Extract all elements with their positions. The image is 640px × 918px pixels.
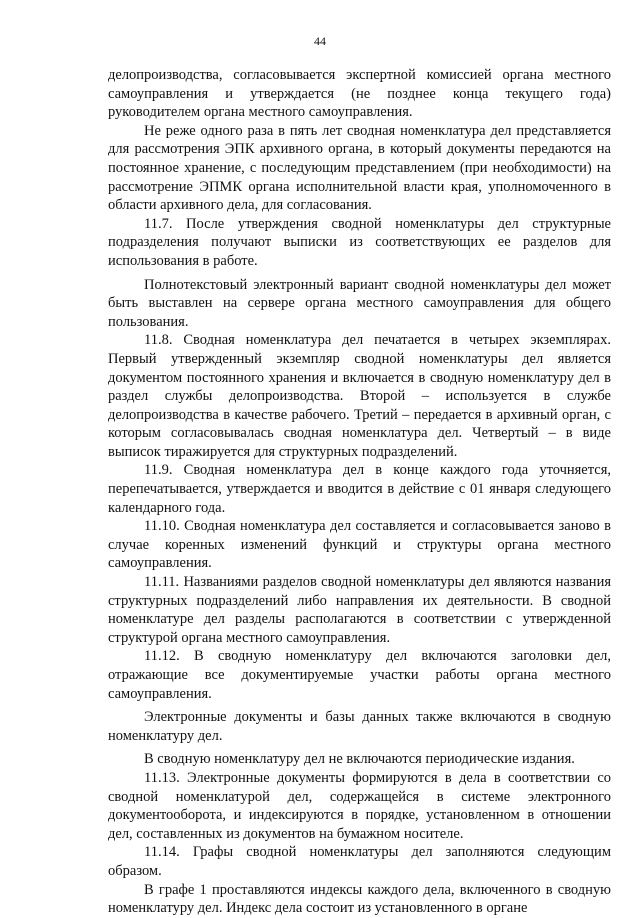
paragraph: 11.13. Электронные документы формируются в дела в соответствии со сводной номенклатурой дел, содержащейся в системе электронного документооборота, и индексируются в порядке, установленном в отношении дел, составленных из документов на бумажном носителе. [108, 769, 611, 842]
body-text [108, 66, 611, 918]
paragraph: Не реже одного раза в пять лет сводная номенклатура дел представляется для рассмотрения ЭПК архивного органа, в который документы передаются на постоянное хранение, с последующим представлением (при необходимости) на рассмотрение ЭПМК органа исполнительной власти края, уполномоченного в области архивного дела, для согласования. [108, 122, 611, 214]
paragraph: 11.10. Сводная номенклатура дел составляется и согласовывается заново в случае коренных изменений функций и структуры органа местного самоуправления. [108, 518, 611, 572]
paragraph: Полнотекстовый электронный вариант сводной номенклатуры дел может быть выставлен на сервере органа местного самоуправления для общего пользования. [108, 276, 611, 330]
paragraph: 11.11. Названиями разделов сводной номенклатуры дел являются названия структурных подразделений либо направления их деятельности. В сводной номенклатуре дел разделы располагаются в соответствии с утвержденной структурой органа местного самоуправления. [108, 574, 611, 646]
paragraph: 11.14. Графы сводной номенклатуры дел заполняются следующим образом. [108, 844, 611, 879]
paragraph: 11.7. После утверждения сводной номенклатуры дел структурные подразделения получают выписки из соответствующих ее разделов для использования в работе. [108, 215, 611, 269]
paragraph: В сводную номенклатуру дел не включаются периодические издания. [144, 751, 575, 768]
paragraph: 11.8. Сводная номенклатура дел печатается в четырех экземплярах. Первый утвержденный экземпляр сводной номенклатуры дел является документом постоянного хранения и включается в сводную номенклатуру дел в раздел службы делопроизводства. Второй – используется в службе делопроизводства в качестве рабочего. Третий – передается в архивный орган, с которым согласовывалась сводная номенклатура дел. Четвертый – в виде выписок тиражируется для структурных подразделений. [108, 332, 611, 460]
paragraph: 11.9. Сводная номенклатура дел в конце каждого года уточняется, перепечатывается, утверждается и вводится в действие с 01 января следующего календарного года. [108, 462, 611, 516]
paragraph: делопроизводства, согласовывается экспертной комиссией органа местного самоуправления и утверждается (не позднее конца текущего года) руководителем органа местного самоуправления. [108, 67, 611, 121]
paragraph: В графе 1 проставляются индексы каждого дела, включенного в сводную номенклатуру дел. Индекс дела состоит из установленного в органе [108, 881, 611, 917]
paragraph: Электронные документы и базы данных также включаются в сводную номенклатуру дел. [108, 709, 611, 744]
paragraph: 11.12. В сводную номенклатуру дел включаются заголовки дел, отражающие все документируемые участки работы органа местного самоуправления. [108, 648, 611, 702]
page-number: 44 [314, 34, 326, 48]
